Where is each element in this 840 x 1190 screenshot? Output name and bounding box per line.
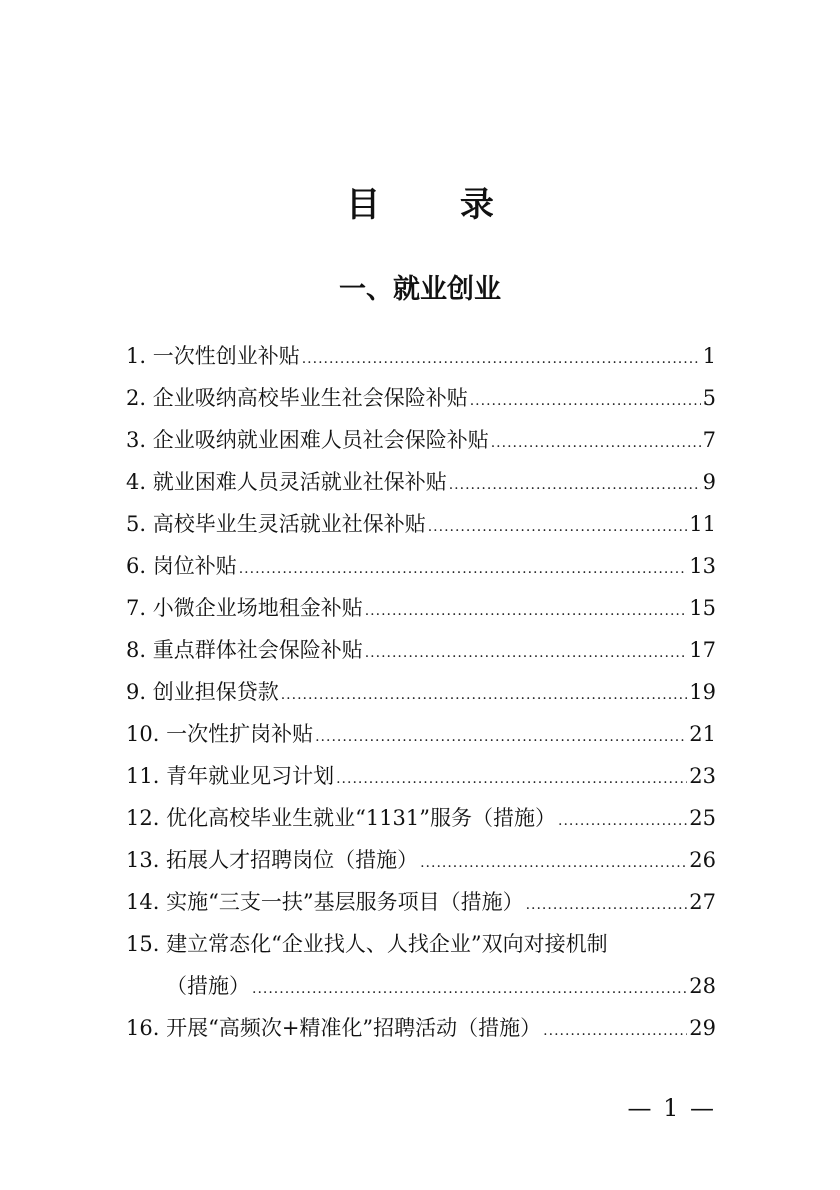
entry-page: 19: [689, 680, 716, 704]
entry-page: 9: [702, 470, 716, 494]
entry-title: 拓展人才招聘岗位（措施）: [166, 848, 419, 872]
entry-title: 创业担保贷款: [152, 680, 279, 704]
toc-entry[interactable]: [126, 755, 716, 797]
dot-leader: [491, 422, 701, 464]
entry-page: 28: [689, 974, 716, 998]
entry-page: 17: [689, 638, 716, 662]
toc-entry[interactable]: [126, 335, 716, 377]
entry-number: 3.: [126, 428, 147, 452]
toc-entry[interactable]: [126, 839, 716, 881]
entry-title: 重点群体社会保险补贴: [152, 638, 363, 662]
entry-page: 15: [689, 596, 716, 620]
entry-title: 一次性扩岗补贴: [166, 722, 314, 746]
entry-number: 2.: [126, 386, 147, 410]
entry-number: 4.: [126, 470, 147, 494]
dot-leader: [543, 1010, 687, 1052]
entry-page: 21: [689, 722, 716, 746]
toc-entry[interactable]: [126, 461, 716, 503]
entry-page: 11: [689, 512, 716, 536]
entry-title: 就业困难人员灵活就业社保补贴: [152, 470, 447, 494]
toc-entry[interactable]: [126, 629, 716, 671]
toc-entry[interactable]: [126, 881, 716, 923]
toc-entry[interactable]: [126, 1007, 716, 1049]
dot-leader: [252, 968, 687, 1010]
dot-leader: [302, 338, 701, 380]
entry-title: 建立常态化“企业找人、人找企业”双向对接机制: [166, 932, 608, 956]
section-heading: 一、就业创业: [339, 274, 501, 305]
entry-number: 9.: [126, 680, 147, 704]
document-title: 目 录: [346, 185, 528, 225]
dot-leader: [526, 884, 688, 926]
entry-number: 1.: [126, 344, 147, 368]
entry-page: 23: [689, 764, 716, 788]
dot-leader: [239, 548, 688, 590]
page-number: — 1 —: [627, 1094, 716, 1122]
entry-page: 26: [689, 848, 716, 872]
entry-page: 1: [702, 344, 716, 368]
entry-title: 开展“高频次+精准化”招聘活动（措施）: [166, 1016, 542, 1040]
entry-number: 11.: [126, 764, 160, 788]
entry-number: 6.: [126, 554, 147, 578]
entry-number: 14.: [126, 890, 160, 914]
entry-page: 25: [689, 806, 716, 830]
toc-entry[interactable]: [126, 797, 716, 839]
entry-page: 5: [702, 386, 716, 410]
dot-leader: [420, 842, 687, 884]
entry-title: 实施“三支一扶”基层服务项目（措施）: [166, 890, 524, 914]
toc-entry[interactable]: [126, 545, 716, 587]
entry-title-continuation: （措施）: [166, 974, 250, 998]
entry-title: 优化高校毕业生就业“1131”服务（措施）: [166, 806, 557, 830]
entry-number: 7.: [126, 596, 147, 620]
entry-title: 高校毕业生灵活就业社保补贴: [152, 512, 426, 536]
entry-title: 企业吸纳就业困难人员社会保险补贴: [152, 428, 489, 452]
dot-leader: [449, 464, 701, 506]
toc-entry[interactable]: [126, 713, 716, 755]
entry-title: 企业吸纳高校毕业生社会保险补贴: [152, 386, 468, 410]
entry-number: 12.: [126, 806, 160, 830]
entry-number: 5.: [126, 512, 147, 536]
dot-leader: [365, 632, 688, 674]
dot-leader: [558, 800, 687, 842]
entry-page: 13: [689, 554, 716, 578]
dot-leader: [281, 674, 688, 716]
toc-entry[interactable]: [126, 671, 716, 713]
dot-leader: [365, 590, 688, 632]
entry-number: 13.: [126, 848, 160, 872]
toc-entry[interactable]: [126, 377, 716, 419]
entry-second-line: [126, 965, 716, 1007]
entry-title: 岗位补贴: [152, 554, 237, 578]
entry-page: 7: [702, 428, 716, 452]
toc-entry[interactable]: [126, 923, 716, 1007]
entry-number: 15.: [126, 932, 160, 956]
entry-page: 29: [689, 1016, 716, 1040]
entry-first-line: [126, 923, 716, 965]
entry-title: 一次性创业补贴: [152, 344, 300, 368]
entry-number: 16.: [126, 1016, 160, 1040]
entry-title: 小微企业场地租金补贴: [152, 596, 363, 620]
dot-leader: [315, 716, 687, 758]
entry-page: 27: [689, 890, 716, 914]
entry-number: 10.: [126, 722, 160, 746]
dot-leader: [428, 506, 688, 548]
dot-leader: [336, 758, 687, 800]
table-of-contents: [126, 335, 716, 1049]
entry-title: 青年就业见习计划: [166, 764, 335, 788]
toc-entry[interactable]: [126, 419, 716, 461]
toc-entry[interactable]: [126, 503, 716, 545]
entry-number: 8.: [126, 638, 147, 662]
toc-entry[interactable]: [126, 587, 716, 629]
dot-leader: [470, 380, 701, 422]
